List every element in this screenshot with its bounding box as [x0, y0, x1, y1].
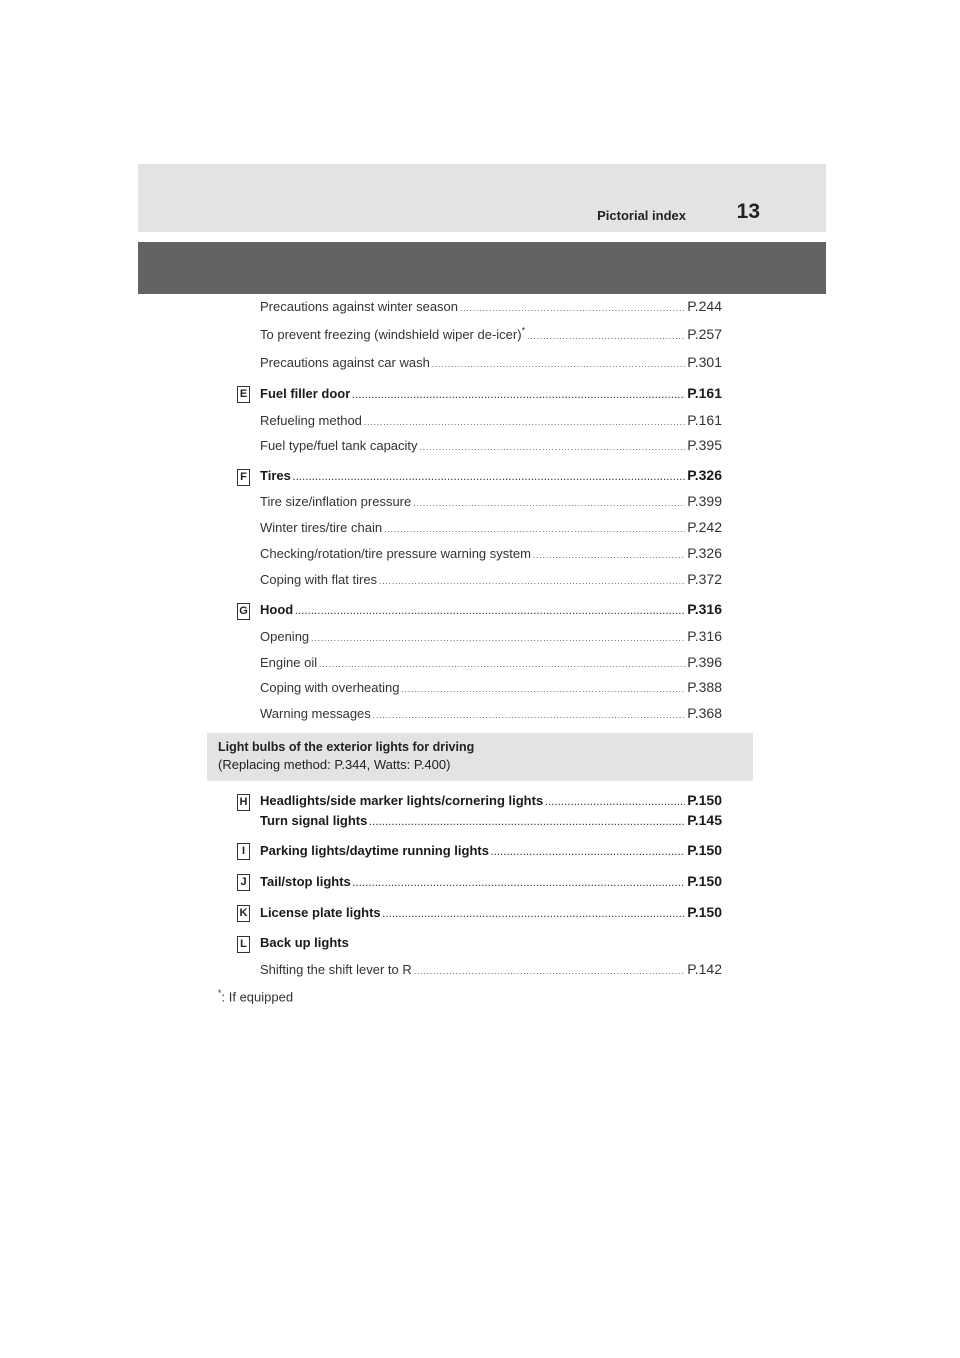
- callout-letter-k: K: [237, 905, 250, 922]
- index-entry[interactable]: Precautions against winter season ..... P.244: [260, 298, 722, 314]
- lights-box-subtitle: (Replacing method: P.344, Watts: P.400): [218, 757, 451, 772]
- callout-letter-l: L: [237, 936, 250, 953]
- index-entry-tires[interactable]: Tires ..... P.326: [260, 467, 722, 483]
- callout-letter-g: G: [237, 603, 250, 620]
- index-entry[interactable]: Coping with overheating ..... P.388: [260, 679, 722, 695]
- index-entry[interactable]: Coping with flat tires ..... P.372: [260, 571, 722, 587]
- footnote-text: : If equipped: [221, 989, 294, 1005]
- footnote-asterisk: *: [218, 988, 222, 998]
- index-entry-headlights[interactable]: Headlights/side marker lights/cornering lights ..... P.150: [260, 792, 722, 808]
- index-entry[interactable]: Fuel type/fuel tank capacity ..... P.395: [260, 437, 722, 453]
- index-entry-turn-signal-lights[interactable]: Turn signal lights ..... P.145: [260, 812, 722, 828]
- footnote-asterisk: *: [521, 326, 526, 336]
- index-entry[interactable]: Shifting the shift lever to R ..... P.142: [260, 961, 722, 977]
- callout-letter-f: F: [237, 469, 250, 486]
- callout-letter-e: E: [237, 386, 250, 403]
- index-entry[interactable]: Tire size/inflation pressure ..... P.399: [260, 493, 722, 509]
- index-entry[interactable]: Engine oil ..... P.396: [260, 654, 722, 670]
- index-entry[interactable]: To prevent freezing (windshield wiper de-icer)* ..... P.257: [260, 326, 722, 342]
- lights-info-box: [207, 733, 753, 781]
- callout-letter-h: H: [237, 794, 250, 811]
- index-entry-hood[interactable]: Hood ..... P.316: [260, 601, 722, 617]
- index-entry[interactable]: Precautions against car wash ..... P.301: [260, 354, 722, 370]
- section-title: Pictorial index: [597, 208, 686, 223]
- index-entry[interactable]: Refueling method ..... P.161: [260, 412, 722, 428]
- page-header: [138, 164, 826, 232]
- footnote: [218, 988, 293, 1004]
- index-entry[interactable]: Warning messages ..... P.368: [260, 705, 722, 721]
- callout-letter-i: I: [237, 843, 250, 860]
- lights-box-title: Light bulbs of the exterior lights for driving: [218, 740, 475, 754]
- header-band: [138, 242, 826, 294]
- index-entry-fuel-filler-door[interactable]: Fuel filler door ..... P.161: [260, 385, 722, 401]
- index-entry-license-plate-lights[interactable]: License plate lights ..... P.150: [260, 904, 722, 920]
- index-entry-back-up-lights: Back up lights: [260, 935, 349, 950]
- page-number: 13: [736, 200, 760, 223]
- index-entry-parking-lights[interactable]: Parking lights/daytime running lights ..... P.150: [260, 842, 722, 858]
- index-entry[interactable]: Checking/rotation/tire pressure warning system ..... P.326: [260, 545, 722, 561]
- index-entry-tail-stop-lights[interactable]: Tail/stop lights ..... P.150: [260, 873, 722, 889]
- index-entry[interactable]: Opening ..... P.316: [260, 628, 722, 644]
- callout-letter-j: J: [237, 874, 250, 891]
- index-entry[interactable]: Winter tires/tire chain ..... P.242: [260, 519, 722, 535]
